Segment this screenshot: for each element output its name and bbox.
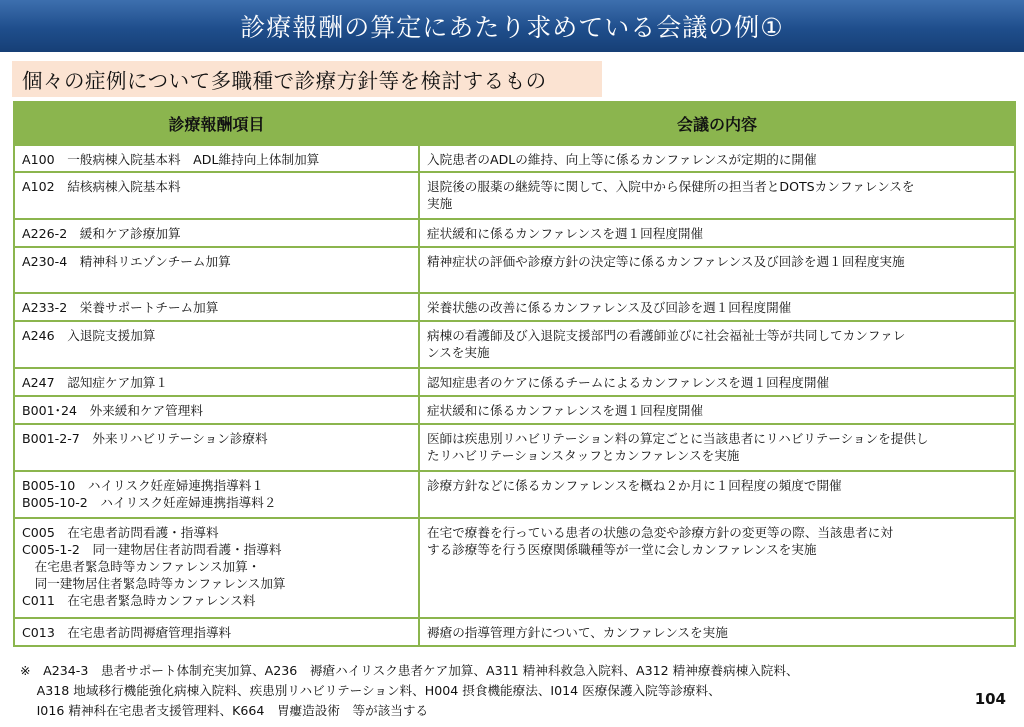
row-item: A102 結核病棟入院基本料	[14, 172, 419, 219]
table-row	[14, 293, 1015, 321]
row-content: 病棟の看護師及び入退院支援部門の看護師並びに社会福祉士等が共同してカンファレ ンスを実施	[419, 321, 1015, 368]
subtitle-text: 個々の症例について多職種で診療方針等を検討するもの	[22, 69, 547, 93]
row-content: 認知症患者のケアに係るチームによるカンファレンスを週１回程度開催	[419, 368, 1015, 396]
row-content: 精神症状の評価や診療方針の決定等に係るカンファレンス及び回診を週１回程度実施	[419, 247, 1015, 293]
table-row	[14, 618, 1015, 646]
table-header-row	[14, 102, 1015, 145]
row-content: 症状緩和に係るカンファレンスを週１回程度開催	[419, 219, 1015, 247]
conference-table	[13, 101, 1016, 647]
table-row	[14, 172, 1015, 219]
page-title: 診療報酬の算定にあたり求めている会議の例①	[240, 13, 784, 42]
row-item: A247 認知症ケア加算１	[14, 368, 419, 396]
row-content: 医師は疾患別リハビリテーション料の算定ごとに当該患者にリハビリテーションを提供し たリハビリテーションスタッフとカンファレンスを実施	[419, 424, 1015, 471]
row-content: 退院後の服薬の継続等に関して、入院中から保健所の担当者とDOTSカンファレンスを 実施	[419, 172, 1015, 219]
row-item: B001･24 外来緩和ケア管理料	[14, 396, 419, 424]
row-content: 診療方針などに係るカンファレンスを概ね２か月に１回程度の頻度で開催	[419, 471, 1015, 518]
row-item: A233-2 栄養サポートチーム加算	[14, 293, 419, 321]
table-row	[14, 219, 1015, 247]
table-row	[14, 247, 1015, 293]
header-content: 会議の内容	[419, 102, 1015, 145]
row-item: B005-10 ハイリスク妊産婦連携指導料１ B005-10-2 ハイリスク妊産婦連携指導料２	[14, 471, 419, 518]
row-content: 症状緩和に係るカンファレンスを週１回程度開催	[419, 396, 1015, 424]
title-bar	[0, 0, 1024, 52]
table-row	[14, 471, 1015, 518]
row-content: 入院患者のADLの維持、向上等に係るカンファレンスが定期的に開催	[419, 145, 1015, 172]
row-item: A246 入退院支援加算	[14, 321, 419, 368]
row-item: B001-2-7 外来リハビリテーション診療料	[14, 424, 419, 471]
subtitle-box	[12, 61, 602, 97]
row-content: 在宅で療養を行っている患者の状態の急変や診療方針の変更等の際、当該患者に対 する診療等を行う医療関係職種等が一堂に会しカンファレンスを実施	[419, 518, 1015, 618]
table-row	[14, 321, 1015, 368]
row-item: A100 一般病棟入院基本料 ADL維持向上体制加算	[14, 145, 419, 172]
row-item: C013 在宅患者訪問褥瘡管理指導料	[14, 618, 419, 646]
row-content: 褥瘡の指導管理方針について、カンファレンスを実施	[419, 618, 1015, 646]
header-item: 診療報酬項目	[14, 102, 419, 145]
table-row	[14, 424, 1015, 471]
row-item: A226-2 緩和ケア診療加算	[14, 219, 419, 247]
table-row	[14, 518, 1015, 618]
footnote: ※ A234-3 患者サポート体制充実加算、A236 褥瘡ハイリスク患者ケア加算、A311 精神科救急入院料、A312 精神療養病棟入院料、 A318 地域移行機能強化病棟入院料、疾患別リハビリテーション料、H004 摂食機能療法、I014 医療保護入院等診療料、 I016 精神科在宅患者支援管理料、K664 胃瘻造設術 等が該当する	[20, 663, 799, 718]
table-row	[14, 145, 1015, 172]
row-item: A230-4 精神科リエゾンチーム加算	[14, 247, 419, 293]
table-row	[14, 368, 1015, 396]
page-number: 104	[974, 690, 1006, 708]
row-item: C005 在宅患者訪問看護・指導料 C005-1-2 同一建物居住者訪問看護・指導料 在宅患者緊急時等カンファレンス加算・ 同一建物居住者緊急時等カンファレンス加算 C011 在宅患者緊急時カンファレンス料	[14, 518, 419, 618]
row-content: 栄養状態の改善に係るカンファレンス及び回診を週１回程度開催	[419, 293, 1015, 321]
table-row	[14, 396, 1015, 424]
